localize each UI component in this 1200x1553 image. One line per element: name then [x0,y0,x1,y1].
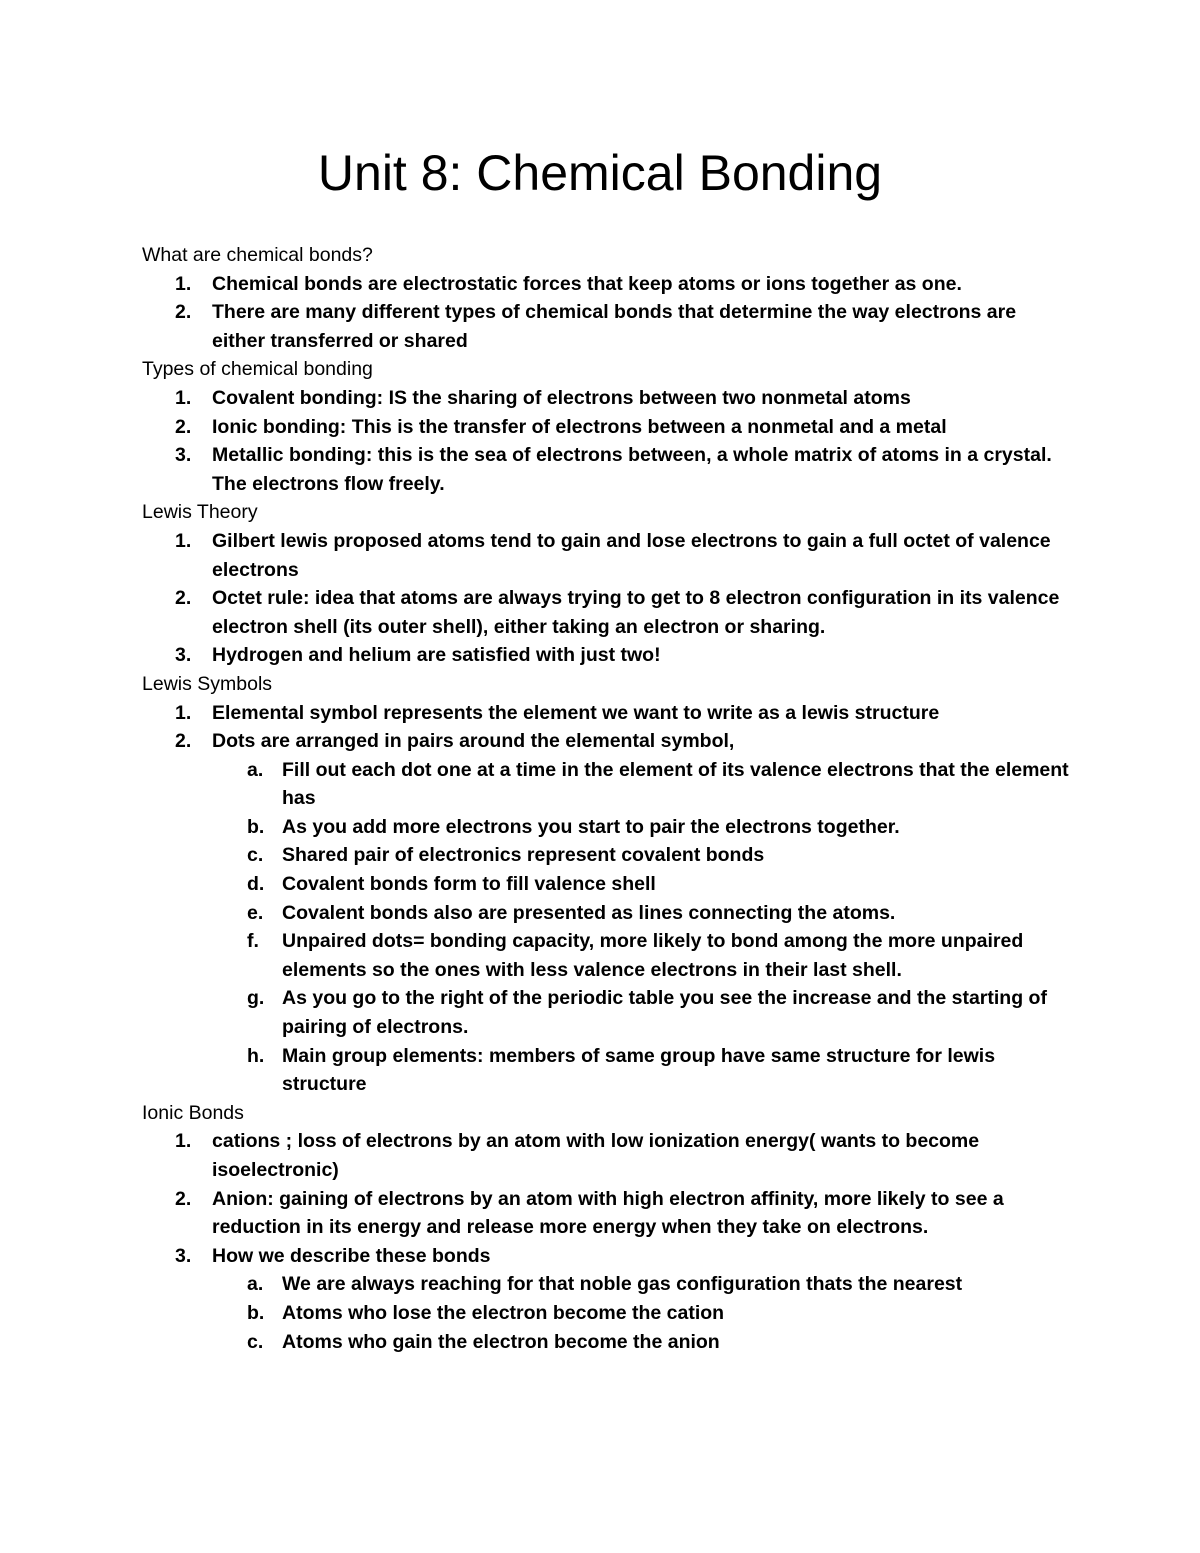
list-item-text: Anion: gaining of electrons by an atom with high electron affinity, more likely to see a reduction in its energy and release more energy when they take on electrons. [212,1187,1004,1239]
lettered-list [142,756,1072,1099]
list-item [142,1185,1072,1242]
list-item [142,727,1072,1099]
sub-list-item-text: As you go to the right of the periodic table you see the increase and the starting of pairing of electrons. [282,987,1047,1039]
sub-list-item-text: Atoms who gain the electron become the anion [282,1330,720,1353]
sub-list-item [142,1299,1072,1328]
list-item [142,527,1072,584]
list-item [142,441,1072,498]
list-letter: c. [247,844,264,867]
list-item-text: Dots are arranged in pairs around the elemental symbol, [212,730,735,753]
list-number: 1. [175,272,192,295]
list-item [142,270,1072,299]
list-item-row [142,413,1072,442]
section-heading: What are chemical bonds? [142,244,373,266]
list-item-text: How we describe these bonds [212,1244,491,1267]
list-number: 3. [175,1244,192,1267]
list-number: 2. [175,587,192,610]
section [142,355,1072,498]
list-item [142,584,1072,641]
list-number: 2. [175,415,192,438]
notes-body [142,241,1072,1356]
list-item-row [142,441,1072,498]
sub-list-item-text: Shared pair of electronics represent covalent bonds [282,844,765,867]
list-item-row [142,641,1072,670]
section-heading: Types of chemical bonding [142,358,373,381]
sub-list-item [142,899,1072,928]
list-letter: g. [247,987,265,1010]
sub-list-item-text: Fill out each dot one at a time in the element of its valence electrons that the element has [282,758,1069,810]
list-item-row [142,1127,1072,1184]
list-number: 1. [175,1130,192,1153]
list-number: 1. [175,386,192,409]
sub-list-item [142,870,1072,899]
list-number: 2. [175,730,192,753]
sub-list-item-text: Covalent bonds also are presented as lines connecting the atoms. [282,901,896,924]
list-item-row [142,270,1072,299]
sub-list-item [142,841,1072,870]
list-letter: b. [247,1301,265,1324]
numbered-list [142,1127,1072,1356]
list-item-text: Covalent bonding: IS the sharing of electrons between two nonmetal atoms [212,386,911,409]
lettered-list [142,1270,1072,1356]
section [142,241,1072,355]
list-item [142,641,1072,670]
list-letter: a. [247,758,264,781]
list-item-text: There are many different types of chemical bonds that determine the way electrons are either transferred or shared [212,301,1017,352]
sub-list-item [142,813,1072,842]
sub-list-item [142,756,1072,813]
section [142,498,1072,670]
sub-list-item [142,927,1072,984]
list-number: 1. [175,701,192,724]
page-title: Unit 8: Chemical Bonding [317,145,883,201]
list-item-row [142,527,1072,584]
list-item-text: Octet rule: idea that atoms are always trying to get to 8 electron configuration in its valence electron shell (its outer shell), either taking an electron or sharing. [212,587,1060,638]
sub-list-item-text: Unpaired dots= bonding capacity, more likely to bond among the more unpaired elements so the ones with less valence electrons in their last shell. [282,930,1024,981]
section [142,1099,1072,1356]
sub-list-item-text: Main group elements: members of same group have same structure for lewis structure [282,1044,996,1096]
list-item-text: cations ; loss of electrons by an atom with low ionization energy( wants to become isoelectronic) [212,1130,980,1181]
list-item-text: Elemental symbol represents the element we want to write as a lewis structure [212,701,940,724]
list-letter: d. [247,873,265,896]
list-item [142,384,1072,413]
list-item-text: Ionic bonding: This is the transfer of electrons between a nonmetal and a metal [212,415,947,438]
list-letter: f. [247,930,259,953]
sub-list-item [142,1042,1072,1099]
section [142,670,1072,1099]
list-item-text: Gilbert lewis proposed atoms tend to gain and lose electrons to gain a full octet of valence electrons [212,529,1051,581]
list-item-row [142,298,1072,355]
list-number: 2. [175,301,192,324]
numbered-list [142,699,1072,1099]
list-number: 3. [175,644,192,667]
list-letter: a. [247,1273,264,1296]
list-number: 1. [175,529,192,552]
list-item-row [142,699,1072,728]
list-letter: e. [247,901,264,924]
sub-list-item [142,984,1072,1041]
list-item-row [142,384,1072,413]
list-item [142,413,1072,442]
list-item-row [142,1185,1072,1242]
section-heading: Lewis Theory [142,501,258,524]
list-item-row [142,727,1072,756]
numbered-list [142,270,1072,356]
section-heading: Lewis Symbols [142,672,273,695]
sub-list-item [142,1328,1072,1357]
list-item-row [142,1242,1072,1271]
list-item [142,699,1072,728]
list-item-text: Hydrogen and helium are satisfied with just two! [212,644,661,667]
list-letter: c. [247,1330,264,1353]
list-letter: h. [247,1044,265,1067]
list-item [142,1127,1072,1184]
numbered-list [142,384,1072,498]
list-item-text: Chemical bonds are electrostatic forces that keep atoms or ions together as one. [212,272,962,295]
list-letter: b. [247,815,265,838]
list-item-row [142,584,1072,641]
list-item-text: Metallic bonding: this is the sea of electrons between, a whole matrix of atoms in a crystal. The electrons flow freely. [212,444,1052,495]
sub-list-item-text: We are always reaching for that noble gas configuration thats the nearest [282,1273,963,1296]
numbered-list [142,527,1072,670]
sub-list-item-text: Atoms who lose the electron become the cation [282,1301,725,1324]
list-item [142,1242,1072,1356]
list-item [142,298,1072,355]
list-number: 3. [175,444,192,467]
list-number: 2. [175,1187,192,1210]
sub-list-item-text: Covalent bonds form to fill valence shell [282,873,656,896]
sub-list-item-text: As you add more electrons you start to pair the electrons together. [282,815,900,838]
sub-list-item [142,1270,1072,1299]
section-heading: Ionic Bonds [142,1101,244,1124]
